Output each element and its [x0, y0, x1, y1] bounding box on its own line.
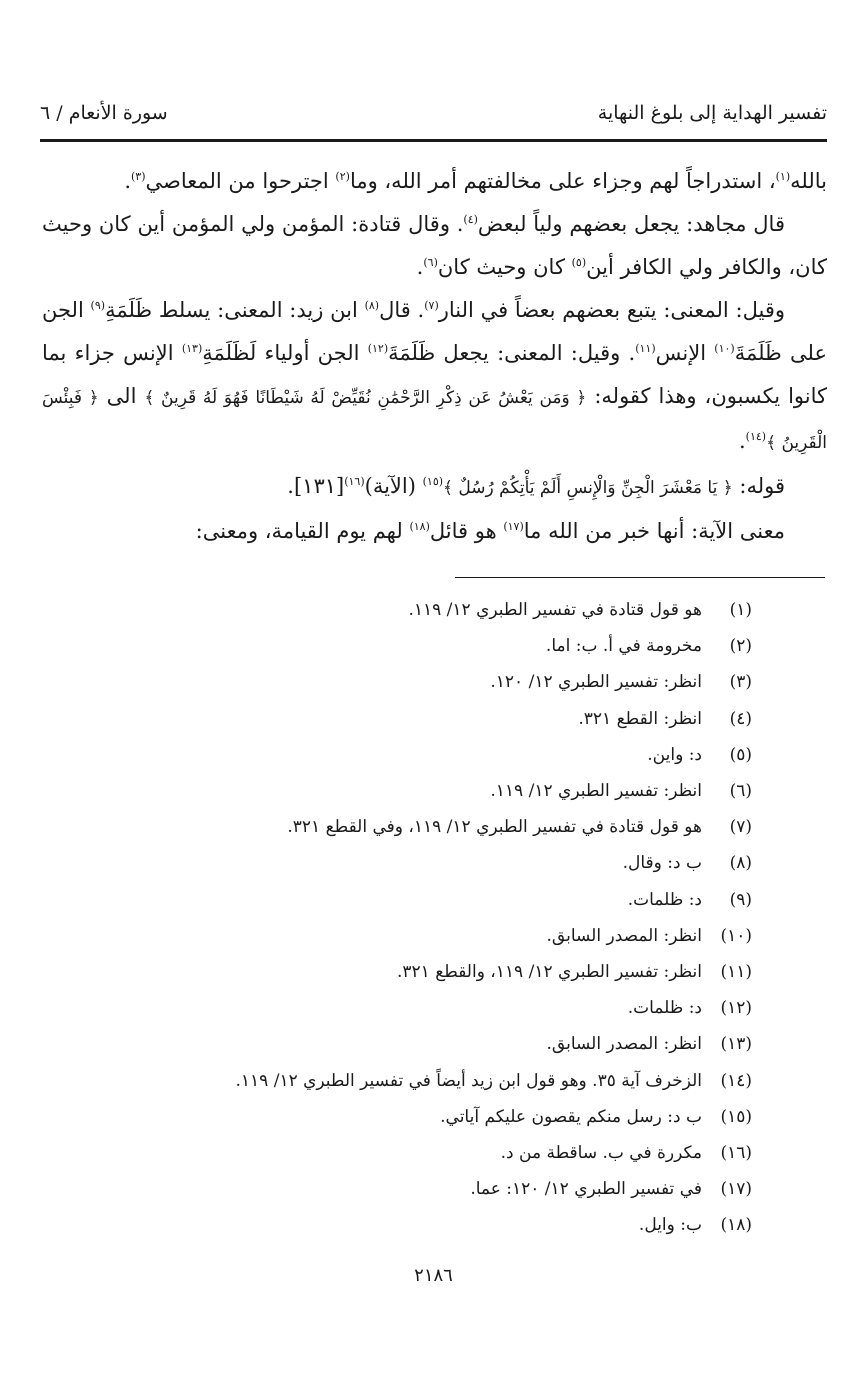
- footnote-item: [150, 664, 752, 700]
- footnote-text: انظر: المصدر السابق.: [546, 1034, 702, 1055]
- footnote-text: ب: وايل.: [638, 1215, 702, 1236]
- footnote-number: (٢): [729, 636, 752, 657]
- footnote-text: انظر: المصدر السابق.: [546, 925, 702, 946]
- footnote-number: (٥): [729, 744, 752, 765]
- footnote-text: انظر: تفسير الطبري ١٢/ ١٢٠.: [490, 672, 702, 693]
- footnote-item: [150, 592, 752, 628]
- footnote-number: (١٥): [720, 1106, 752, 1127]
- footnote-text: انظر: تفسير الطبري ١٢/ ١١٩.: [490, 781, 702, 802]
- paragraph-5: معنى الآية: أنها خبر من الله ما$^{(١٧)}$ هو قائل$^{(١٨)}$ لهم يوم القيامة، ومعنى:: [195, 519, 785, 543]
- footnote-number: (٧): [729, 817, 752, 838]
- quran-verse: ﴿ فَبِئْسَ الْقَرِينُ ﴾: [42, 388, 827, 453]
- footnote-item: [150, 737, 752, 773]
- footnote-ref: (٩): [90, 299, 106, 312]
- footnote-number: (١٧): [720, 1179, 752, 1200]
- footnote-text: انظر: تفسير الطبري ١٢/ ١١٩، والقطع ٣٢١.: [396, 962, 702, 983]
- footnote-item: [150, 773, 752, 809]
- footnote-ref: (١): [775, 170, 791, 183]
- footnote-item: [150, 701, 752, 737]
- footnote-number: (١): [729, 600, 752, 620]
- footnote-item: [150, 990, 752, 1026]
- footnote-ref: (٥): [571, 256, 587, 269]
- footnote-ref: (٨): [364, 299, 380, 312]
- footnote-text: الزخرف آية ٣٥. وهو قول ابن زيد أيضاً في تفسير الطبري ١٢/ ١١٩.: [235, 1070, 702, 1091]
- footnote-number: (١٤): [720, 1070, 752, 1091]
- footnote-ref: (١١): [635, 342, 656, 355]
- footnote-text: انظر: القطع ٣٢١.: [578, 708, 702, 729]
- footnote-number: (١٦): [720, 1143, 752, 1164]
- footnote-ref: (٦): [423, 256, 438, 269]
- quran-verse: ﴿ وَمَن يَعْشُ عَن ذِكْرِ الرَّحْمَٰنِ نُقَيِّضْ لَهُ شَيْطَانًا فَهُوَ لَهُ قَرِينٌ ﴾: [144, 388, 587, 408]
- footnote-number: (١٣): [720, 1034, 752, 1055]
- footnote-ref: (١٤): [745, 430, 767, 443]
- footnote-item: [150, 1099, 752, 1135]
- footnote-item: [150, 882, 752, 918]
- footnote-ref: (٣): [131, 170, 146, 183]
- footnote-number: (١١): [720, 962, 752, 983]
- footnote-ref: (١٧): [503, 520, 524, 533]
- paragraph-1: بالله$^{(١)}$، استدراجاً لهم وجزاء على مخالفتهم أمر الله، وما$^{(٢)}$ اجترحوا من المعاصي$^{(٣)}$.: [124, 169, 827, 193]
- footnotes: [150, 592, 752, 1244]
- running-header: [40, 100, 827, 136]
- footnote-separator: [455, 577, 825, 578]
- footnote-item: [150, 918, 752, 954]
- footnote-item: [150, 1135, 752, 1171]
- footnote-text: ب د: رسل منكم يقصون عليكم آياتي.: [440, 1106, 702, 1127]
- footnote-item: [150, 1207, 752, 1243]
- footnote-ref: (٧): [424, 299, 439, 312]
- footnote-number: (١٨): [720, 1215, 752, 1236]
- footnote-text: هو قول قتادة في تفسير الطبري ١٢/ ١١٩.: [408, 600, 702, 620]
- footnote-item: [150, 1063, 752, 1099]
- surah-page-label: سورة الأنعام / ٦: [40, 102, 168, 124]
- footnote-ref: (٢): [335, 170, 350, 183]
- page-number: ٢١٨٦: [414, 1265, 453, 1286]
- footnote-number: (٦): [729, 781, 752, 802]
- footnote-ref: (٤): [463, 213, 478, 226]
- quran-verse: ﴿ يَا مَعْشَرَ الْجِنِّ وَالْإِنسِ أَلَمْ يَأْتِكُمْ رُسُلٌ ﴾: [443, 478, 733, 498]
- footnote-number: (٩): [729, 889, 752, 910]
- main-text: [42, 160, 827, 553]
- footnote-ref: (١٢): [367, 342, 389, 355]
- header-rule: [40, 139, 827, 142]
- paragraph-4: قوله: ﴿ يَا مَعْشَرَ الْجِنِّ وَالْإِنسِ أَلَمْ يَأْتِكُمْ رُسُلٌ ﴾$^{(١٥)}$ (الآية)$^{(١٦)}$[١٣١].: [287, 474, 785, 498]
- footnote-number: (٣): [729, 672, 752, 693]
- footnote-ref: (١٥): [422, 475, 444, 488]
- footnote-text: د: واين.: [647, 744, 702, 765]
- footnote-number: (٨): [729, 853, 752, 874]
- footnote-item: [150, 1171, 752, 1207]
- footnote-item: [150, 628, 752, 664]
- footnote-number: (١٠): [720, 925, 752, 946]
- footnote-item: [150, 1026, 752, 1062]
- footnote-text: ب د: وقال.: [622, 853, 702, 874]
- footnote-item: [150, 845, 752, 881]
- paragraph-3: وقيل: المعنى: يتبع بعضهم بعضاً في النار$^{(٧)}$. قال$^{(٨)}$ ابن زيد: المعنى: يسلط ظَلَمَةِ$^{(٩)}$ الجن على ظَلَمَةَ$^{(١٠)}$ الإنس$^{(١١)}$. وقيل: المعنى: يجعل ظَلَمَةَ$^{(١٢)}$ الجن أولياء لَظَلَمَةِ$^{(١٣)}$ الإنس جزاء بما كانوا يكسبون، وهذا كقوله: ﴿ وَمَن يَعْشُ عَن ذِكْرِ الرَّحْمَٰنِ نُقَيِّضْ لَهُ شَيْطَانًا فَهُوَ لَهُ قَرِينٌ ﴾ الى ﴿ فَبِئْسَ الْقَرِينُ ﴾$^{(١٤)}$.: [42, 298, 827, 453]
- footnote-ref: (١٨): [409, 520, 430, 533]
- footnote-text: د: ظلمات.: [627, 889, 702, 910]
- footnote-item: [150, 954, 752, 990]
- footnote-text: هو قول قتادة في تفسير الطبري ١٢/ ١١٩، وفي القطع ٣٢١.: [287, 817, 702, 838]
- book-title: تفسير الهداية إلى بلوغ النهاية: [597, 102, 827, 124]
- footnote-number: (٤): [729, 708, 752, 729]
- footnote-number: (١٢): [720, 998, 752, 1019]
- footnote-text: د: ظلمات.: [627, 998, 702, 1019]
- footnote-ref: (١٦): [344, 475, 365, 488]
- footnote-text: مخرومة في أ. ب: اما.: [545, 636, 702, 657]
- footnote-text: مكررة في ب. ساقطة من د.: [500, 1143, 702, 1164]
- footnote-ref: (١٠): [714, 342, 735, 355]
- footnote-ref: (١٣): [181, 342, 203, 355]
- footnote-text: في تفسير الطبري ١٢/ ١٢٠: عما.: [470, 1179, 702, 1200]
- footnote-item: [150, 809, 752, 845]
- paragraph-2: قال مجاهد: يجعل بعضهم ولياً لبعض$^{(٤)}$. وقال قتادة: المؤمن ولي المؤمن أين كان وحيث كان، والكافر ولي الكافر أين$^{(٥)}$ كان وحيث كان$^{(٦)}$.: [42, 212, 827, 279]
